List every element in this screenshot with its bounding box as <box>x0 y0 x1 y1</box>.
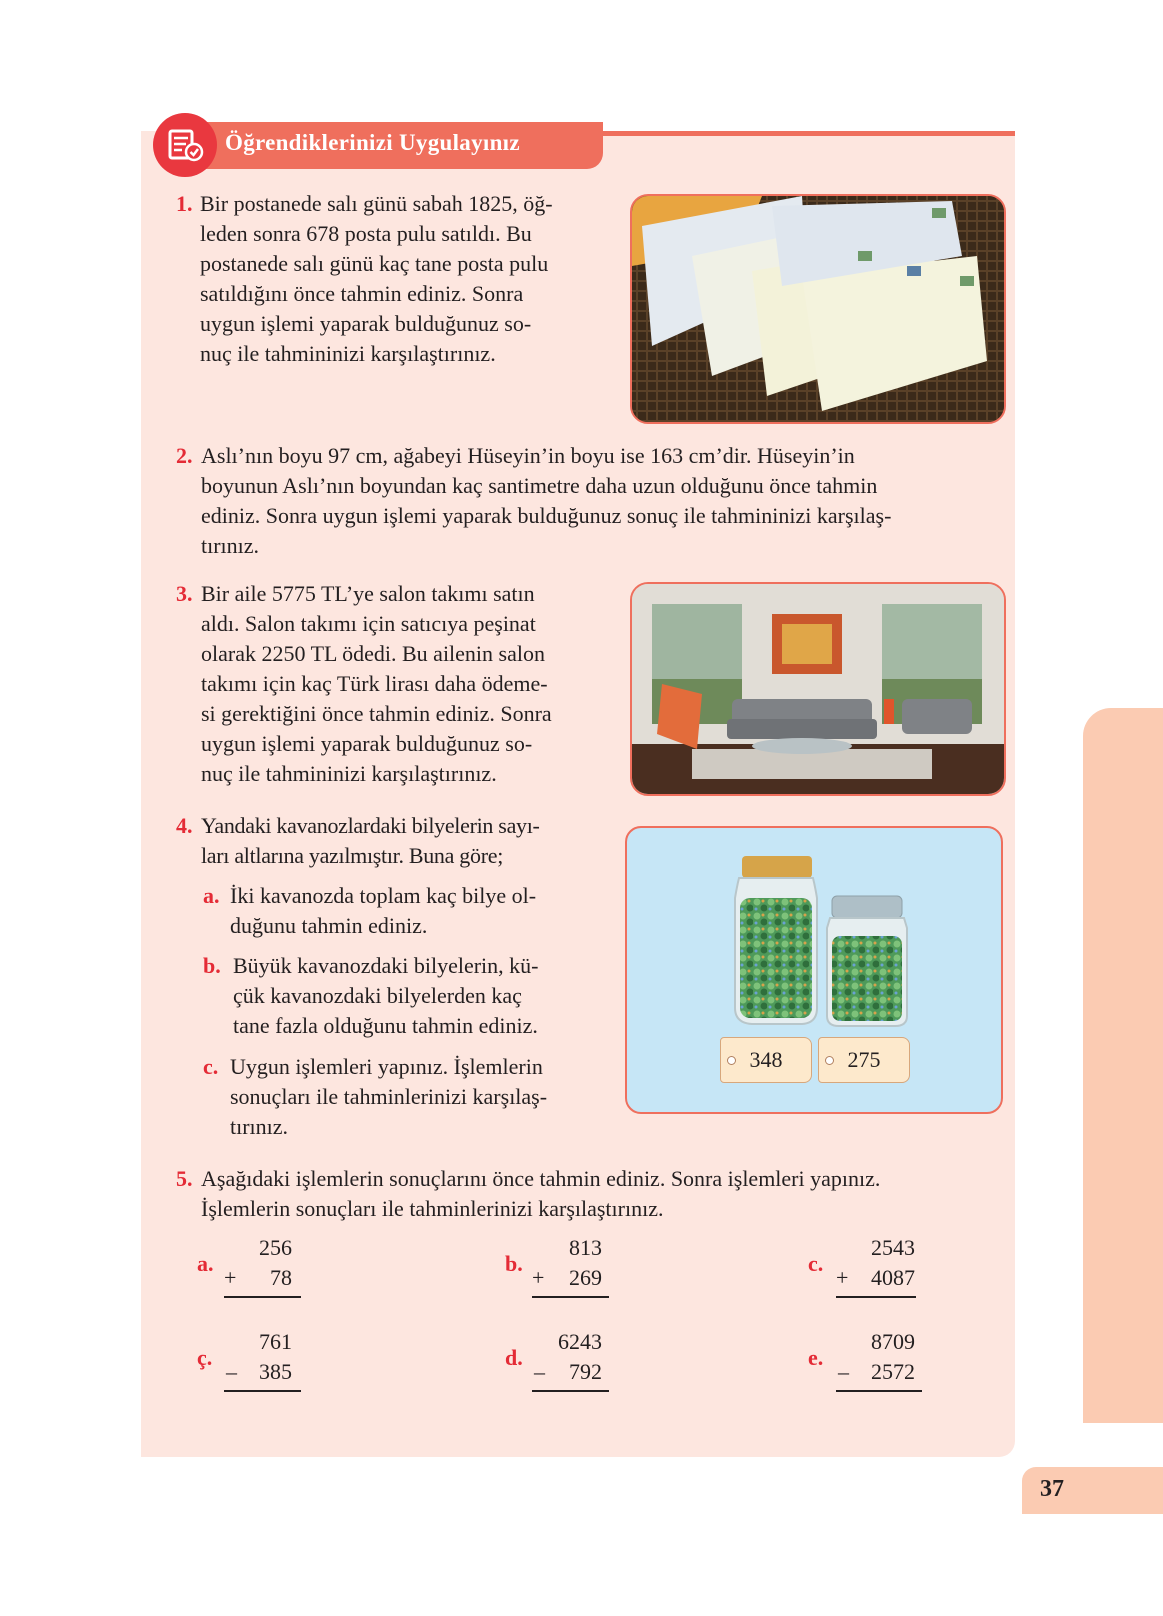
small-jar-count: 275 <box>847 1047 881 1072</box>
op-line <box>224 1390 301 1392</box>
q2-line: Aslı’nın boyu 97 cm, ağabeyi Hüseyin’in boyu ise 163 cm’dir. Hüseyin’in <box>201 443 855 468</box>
q5-number: 5. <box>176 1166 193 1191</box>
q3-line: nuç ile tahmininizi karşılaştırınız. <box>201 761 497 786</box>
q4-number: 4. <box>176 813 193 838</box>
op-letter: ç. <box>197 1345 213 1370</box>
q4b-line: Büyük kavanozdaki bilyelerin, kü- <box>233 953 539 978</box>
q5-line: İşlemlerin sonuçları ile tahminlerinizi karşılaştırınız. <box>201 1196 664 1221</box>
section-title: Öğrendiklerinizi Uygulayınız <box>225 130 520 155</box>
q3-line: si gerektiğini önce tahmin ediniz. Sonra <box>201 701 552 726</box>
op-sign: + <box>836 1265 849 1290</box>
op-bottom: 385 <box>259 1359 292 1384</box>
op-bottom: 78 <box>270 1265 292 1290</box>
tag-hole <box>727 1056 736 1065</box>
q4c-line: tırınız. <box>230 1114 289 1139</box>
q3-text <box>201 579 611 789</box>
q2-number: 2. <box>176 443 193 468</box>
q1-line: postanede salı günü kaç tane posta pulu <box>200 251 549 276</box>
q4-line: Yandaki kavanozlardaki bilyelerin sayı- <box>201 813 540 838</box>
tag-hole <box>825 1056 834 1065</box>
op-sign: – <box>534 1359 545 1384</box>
q2-line: tırınız. <box>201 533 260 558</box>
op-sign: + <box>224 1265 237 1290</box>
q3-line: olarak 2250 TL ödedi. Bu ailenin salon <box>201 641 545 666</box>
q4c-line: sonuçları ile tahminlerinizi karşılaş- <box>230 1084 548 1109</box>
op-bottom: 2572 <box>871 1359 915 1384</box>
banner-icon-circle <box>153 113 217 177</box>
q3-line: uygun işlemi yaparak bulduğunuz so- <box>201 731 533 756</box>
op-bottom: 4087 <box>871 1265 915 1290</box>
q4-line: ları altlarına yazılmıştır. Buna göre; <box>201 843 504 868</box>
small-jar-label <box>818 1037 910 1083</box>
living-room-illustration <box>632 584 1004 794</box>
envelopes-illustration <box>632 196 1004 422</box>
op-top: 6243 <box>558 1329 602 1354</box>
q4a-line: duğunu tahmin ediniz. <box>230 913 428 938</box>
op-line <box>532 1296 609 1298</box>
page-number: 37 <box>1040 1476 1064 1502</box>
op-letter: a. <box>197 1251 214 1276</box>
q1-number: 1. <box>176 191 193 216</box>
q1-line: Bir postanede salı günü sabah 1825, öğ- <box>200 191 553 216</box>
checklist-icon <box>153 113 217 177</box>
q4c-letter: c. <box>203 1054 219 1079</box>
q4a-text <box>230 881 611 941</box>
q3-line: Bir aile 5775 TL’ye salon takımı satın <box>201 581 535 606</box>
op-top: 2543 <box>871 1235 915 1260</box>
q2-line: ediniz. Sonra uygun işlemi yaparak bulduğunuz sonuç ile tahmininizi karşılaş- <box>201 503 892 528</box>
op-top: 813 <box>569 1235 602 1260</box>
side-tab <box>1083 708 1163 1423</box>
op-letter: b. <box>505 1251 523 1276</box>
op-line <box>836 1390 922 1392</box>
op-top: 761 <box>259 1329 292 1354</box>
header-rule <box>595 131 1015 136</box>
q1-line: satıldığını önce tahmin ediniz. Sonra <box>200 281 524 306</box>
q1-line: leden sonra 678 posta pulu satıldı. Bu <box>200 221 532 246</box>
q4b-letter: b. <box>203 953 221 978</box>
q4c-text <box>230 1052 611 1142</box>
q4a-line: İki kavanozda toplam kaç bilye ol- <box>230 883 537 908</box>
q1-text <box>200 189 610 369</box>
q4-text <box>201 811 611 871</box>
op-letter: c. <box>808 1251 824 1276</box>
q2-text <box>201 441 1002 561</box>
q4c-line: Uygun işlemleri yapınız. İşlemlerin <box>230 1054 543 1079</box>
big-jar-label <box>720 1037 812 1083</box>
op-letter: d. <box>505 1345 523 1370</box>
op-top: 8709 <box>871 1329 915 1354</box>
op-line <box>224 1296 301 1298</box>
q3-number: 3. <box>176 581 193 606</box>
q1-line: uygun işlemi yaparak bulduğunuz so- <box>200 311 532 336</box>
op-sign: – <box>226 1359 237 1384</box>
q4a-letter: a. <box>203 883 220 908</box>
q5-text <box>201 1164 1002 1224</box>
op-sign: + <box>532 1265 545 1290</box>
op-bottom: 792 <box>569 1359 602 1384</box>
q4b-line: tane fazla olduğunu tahmin ediniz. <box>233 1013 538 1038</box>
op-line <box>836 1296 916 1298</box>
op-top: 256 <box>259 1235 292 1260</box>
q4b-line: çük kavanozdaki bilyelerden kaç <box>233 983 522 1008</box>
living-room-photo <box>630 582 1006 796</box>
q1-line: nuç ile tahmininizi karşılaştırınız. <box>200 341 496 366</box>
op-line <box>532 1390 609 1392</box>
big-jar-count: 348 <box>749 1047 783 1072</box>
q4b-text <box>233 951 611 1041</box>
op-bottom: 269 <box>569 1265 602 1290</box>
q3-line: aldı. Salon takımı için satıcıya peşinat <box>201 611 536 636</box>
envelopes-photo <box>630 194 1006 424</box>
op-letter: e. <box>808 1345 824 1370</box>
q5-line: Aşağıdaki işlemlerin sonuçlarını önce tahmin ediniz. Sonra işlemleri yapınız. <box>201 1166 881 1191</box>
marble-jars-photo <box>625 826 1003 1114</box>
q2-line: boyunun Aslı’nın boyundan kaç santimetre daha uzun olduğunu önce tahmin <box>201 473 878 498</box>
op-sign: – <box>838 1359 849 1384</box>
marble-jars-illustration <box>627 828 1001 1112</box>
q3-line: takımı için kaç Türk lirası daha ödeme- <box>201 671 548 696</box>
